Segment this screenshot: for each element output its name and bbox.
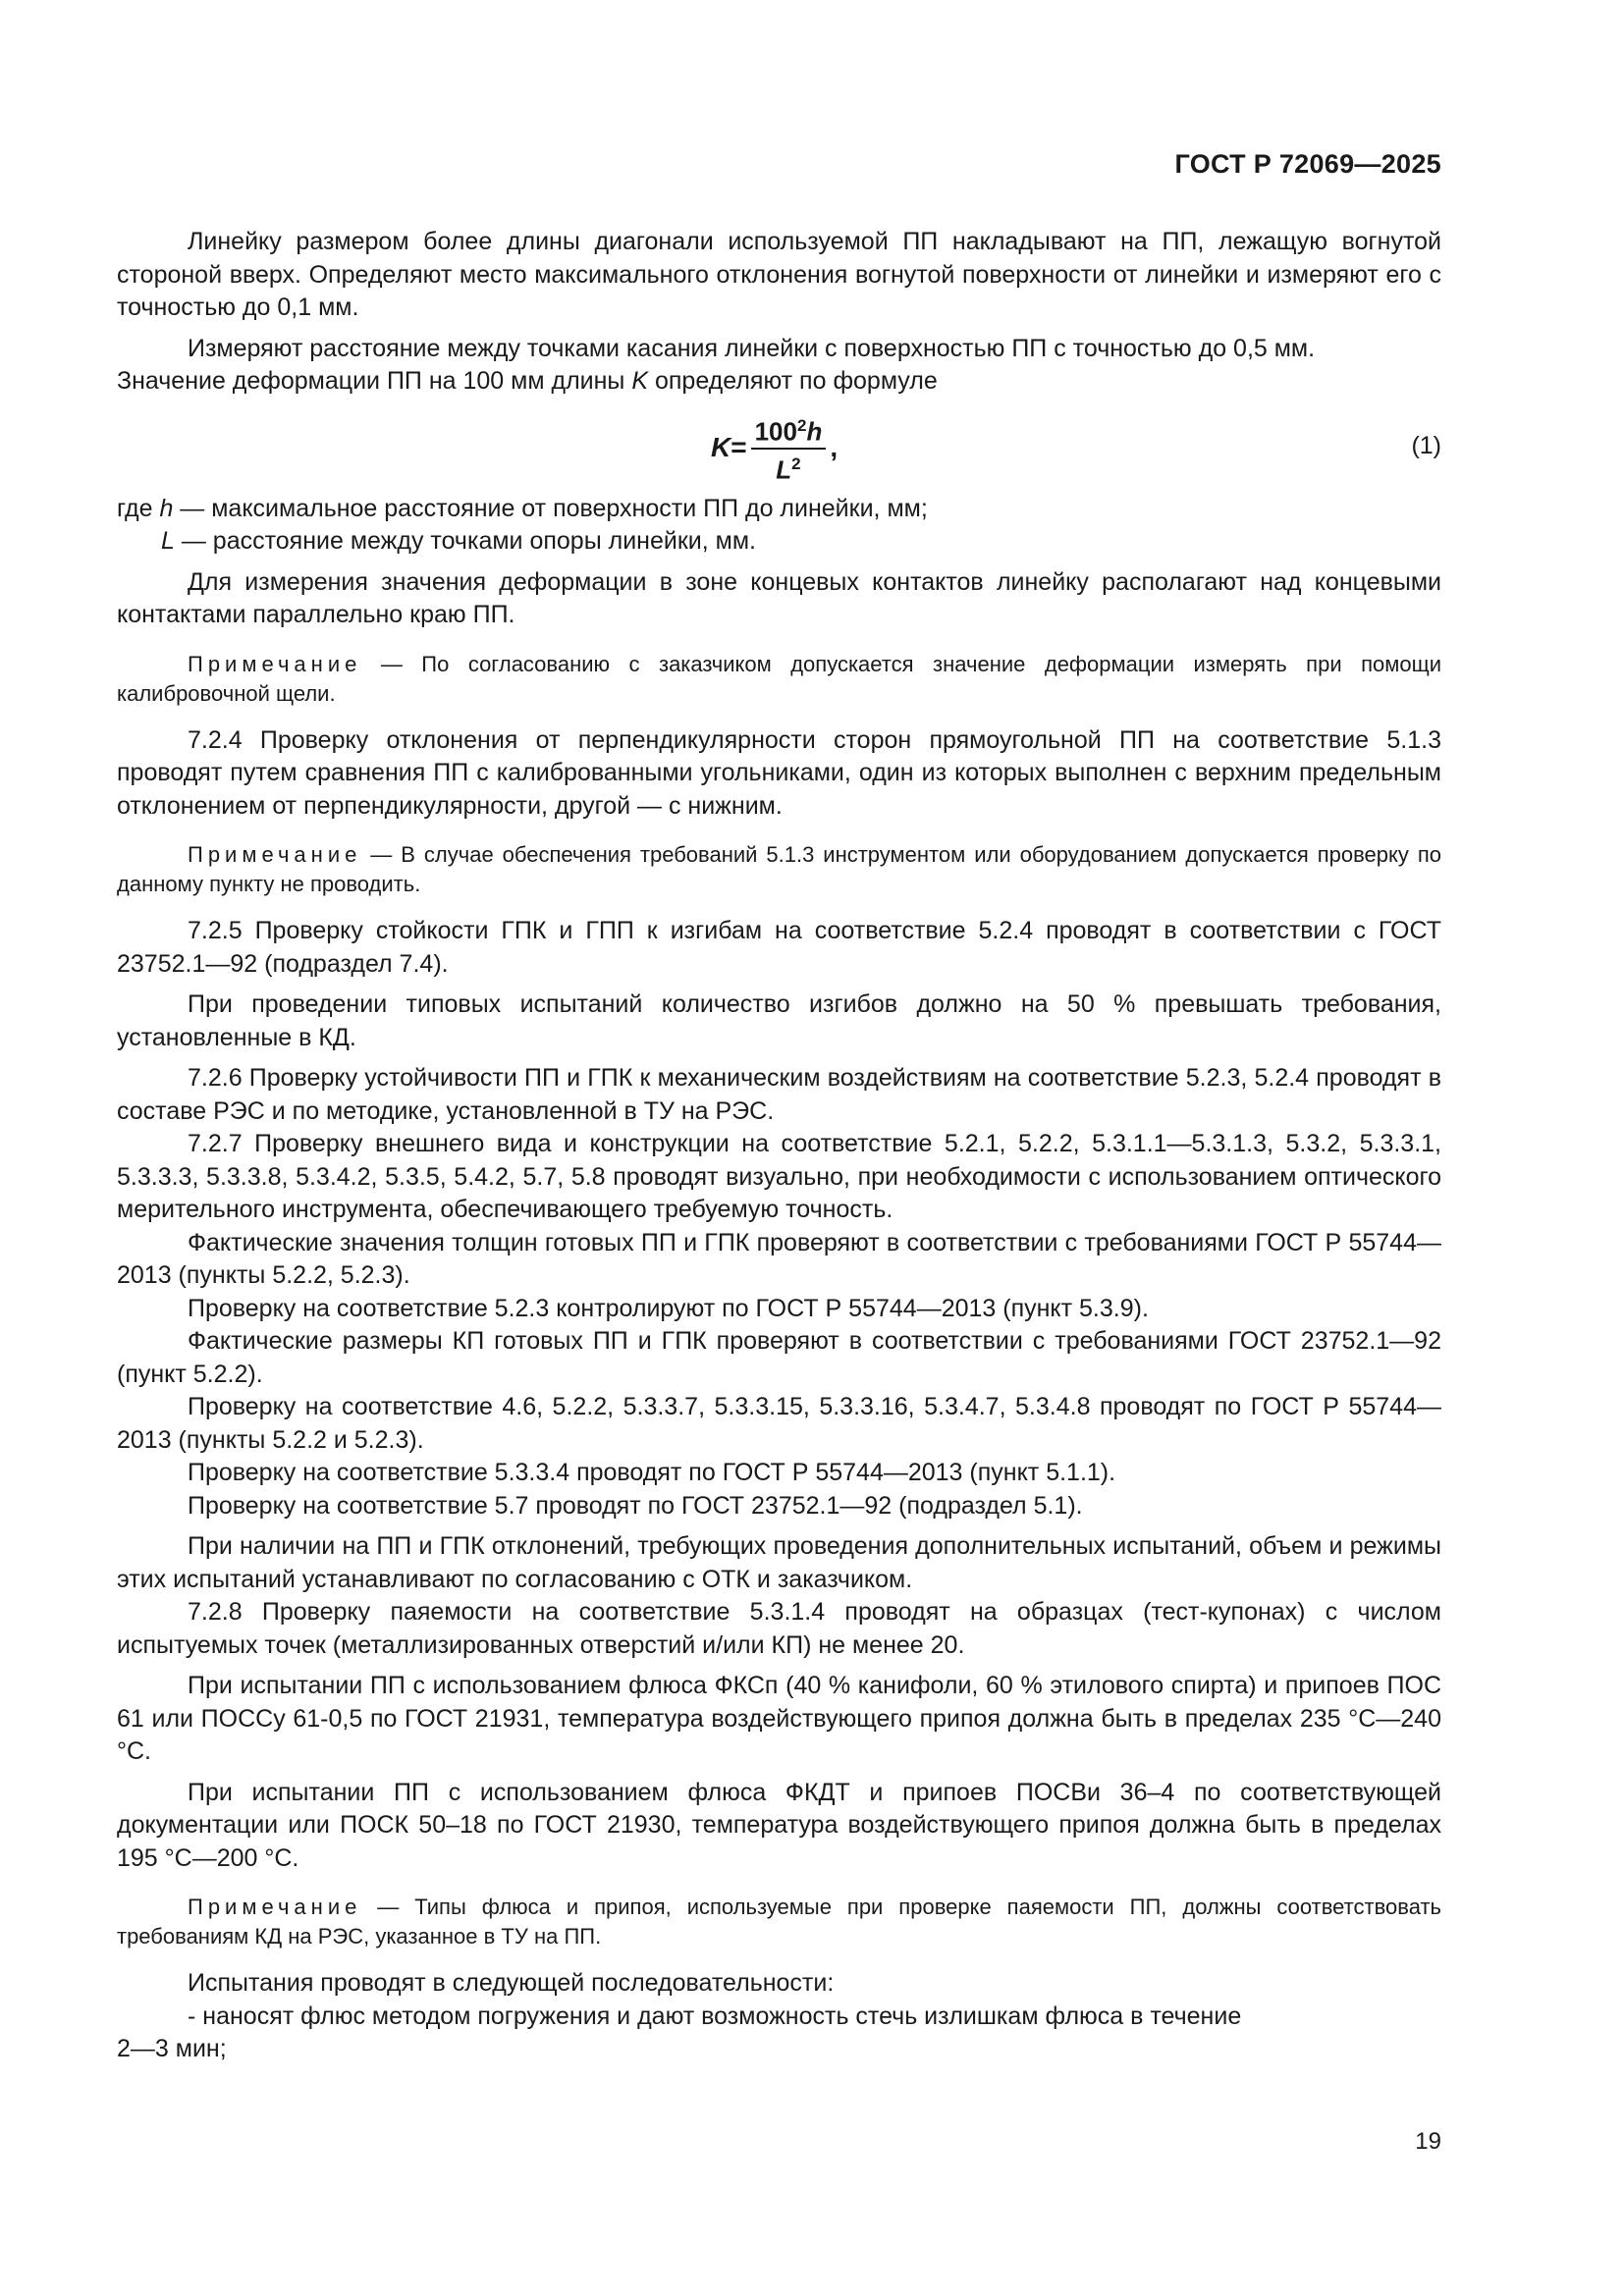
paragraph: Линейку размером более длины диагонали используемой ПП накладывают на ПП, лежащую вогнутой стороной вверх. Определяют место максимального отклонения вогнутой поверхности от линейки и измеряют его с точностью до 0,1 мм. [117,228,1441,321]
note: Примечание — По согласованию с заказчиком допускается значение деформации измерять при помощи калибровочной щели. [117,651,1441,706]
paragraph: 7.2.7 Проверку внешнего вида и конструкции на соответствие 5.2.1, 5.2.2, 5.3.1.1—5.3.1.3, 5.3.2, 5.3.3.1, 5.3.3.3, 5.3.3.8, 5.3.4.2, 5.3.5, 5.4.2, 5.7, 5.8 проводят визуально, при необходимости с использованием оптического мерительного инструмента, обеспечивающего требуемую точность. [117,1130,1441,1223]
note: Примечание — Типы флюса и припоя, используемые при проверке паяемости ПП, должны соответствовать требованиям КД на РЭС, указанное в ТУ на ПП. [117,1895,1441,1949]
paragraph: Фактические размеры КП готовых ПП и ГПК проверяют в соответствии с требованиями ГОСТ 23752.1—92 (пункт 5.2.2). [117,1327,1441,1388]
standard-header: ГОСТ Р 72069—2025 [1174,149,1441,179]
formula-block [117,408,1441,487]
paragraph: При наличии на ПП и ГПК отклонений, требующих проведения дополнительных испытаний, объем и режимы этих испытаний устанавливают по согласованию с ОТК и заказчиком. [117,1532,1441,1593]
document-body [117,226,1441,2066]
paragraph: 7.2.6 Проверку устойчивости ПП и ГПК к механическим воздействиям на соответствие 5.2.3, 5.2.4 проводят в составе РЭС и по методике, установленной в ТУ на РЭС. [117,1064,1441,1125]
equation-number: (1) [1411,431,1441,459]
paragraph: Проверку на соответствие 4.6, 5.2.2, 5.3.3.7, 5.3.3.15, 5.3.3.16, 5.3.4.7, 5.3.4.8 проводят по ГОСТ Р 55744—2013 (пункты 5.2.2 и 5.2.3). [117,1393,1441,1454]
paragraph: Испытания проводят в следующей последовательности: [188,1969,835,1997]
list-item: - наносят флюс методом погружения и дают возможность стечь излишкам флюса в течение [188,2002,1242,2030]
where-h: где h — максимальное расстояние от поверхности ПП до линейки, мм; [117,494,928,522]
paragraph: Для измерения значения деформации в зоне концевых контактов линейку располагают над концевыми контактами параллельно краю ПП. [117,567,1441,628]
formula-numerator: $100^2h$ [751,410,827,451]
paragraph: 7.2.8 Проверку паяемости на соответствие 5.3.1.4 проводят на образцах (тест-купонах) с числом испытуемых точек (металлизированных отверстий и/или КП) не менее 20. [117,1598,1441,1659]
formula-equals: = [731,431,747,462]
page-number: 19 [1415,2128,1441,2155]
formula-comma: , [830,431,839,462]
note-label: Примечание [188,842,362,867]
paragraph: Фактические значения толщин готовых ПП и ГПК проверяют в соответствии с требованиями ГОСТ Р 55744—2013 (пункты 5.2.2, 5.2.3). [117,1228,1441,1289]
paragraph: 7.2.5 Проверку стойкости ГПК и ГПП к изгибам на соответствие 5.2.4 проводят в соответствии с ГОСТ 23752.1—92 (подраздел 7.4). [117,917,1441,978]
paragraph: Измеряют расстояние между точками касания линейки с поверхностью ПП с точностью до 0,5 мм. [188,334,1316,362]
paragraph: При испытании ПП с использованием флюса ФКСп (40 % канифоли, 60 % этилового спирта) и припоев ПОС 61 или ПОССу 61-0,5 по ГОСТ 21931, температура воздействующего припоя должна быть в пределах 235 °С—240 °С. [117,1672,1441,1765]
paragraph: Проверку на соответствие 5.2.3 контролируют по ГОСТ Р 55744—2013 (пункт 5.3.9). [188,1294,1149,1322]
paragraph: Проверку на соответствие 5.7 проводят по ГОСТ 23752.1—92 (подраздел 5.1). [188,1491,1083,1520]
paragraph: 7.2.4 Проверку отклонения от перпендикулярности сторон прямоугольной ПП на соответствие 5.1.3 проводят путем сравнения ПП с калиброванными угольниками, один из которых выполнен с верхним предельным отклонением от перпендикулярности, другой — с нижним. [117,725,1441,820]
list-item-continuation: 2—3 мин; [117,2035,227,2062]
formula-denominator: $L^2$ [776,454,801,485]
formula-fraction [751,410,827,485]
formula [711,410,838,485]
formula-lhs: K [711,431,731,462]
paragraph-continuation: Значение деформации ПП на 100 мм длины K определяют по формуле [117,367,938,395]
paragraph: При испытании ПП с использованием флюса ФКДТ и припоев ПОСВи 36–4 по соответствующей документации или ПОСК 50–18 по ГОСТ 21930, температура воздействующего припоя должна быть в пределах 195 °С—200 °С. [117,1778,1441,1872]
note-label: Примечание [188,1895,362,1919]
variable-k: K [631,367,649,395]
where-l: L — расстояние между точками опоры линейки, мм. [161,527,756,555]
paragraph: При проведении типовых испытаний количество изгибов должно на 50 % превышать требования, установленные в КД. [117,990,1441,1051]
note-label: Примечание [188,651,362,676]
note: Примечание — В случае обеспечения требований 5.1.3 инструментом или оборудованием допускается проверку по данному пункту не проводить. [117,842,1441,896]
paragraph: Проверку на соответствие 5.3.3.4 проводят по ГОСТ Р 55744—2013 (пункт 5.1.1). [188,1459,1116,1486]
